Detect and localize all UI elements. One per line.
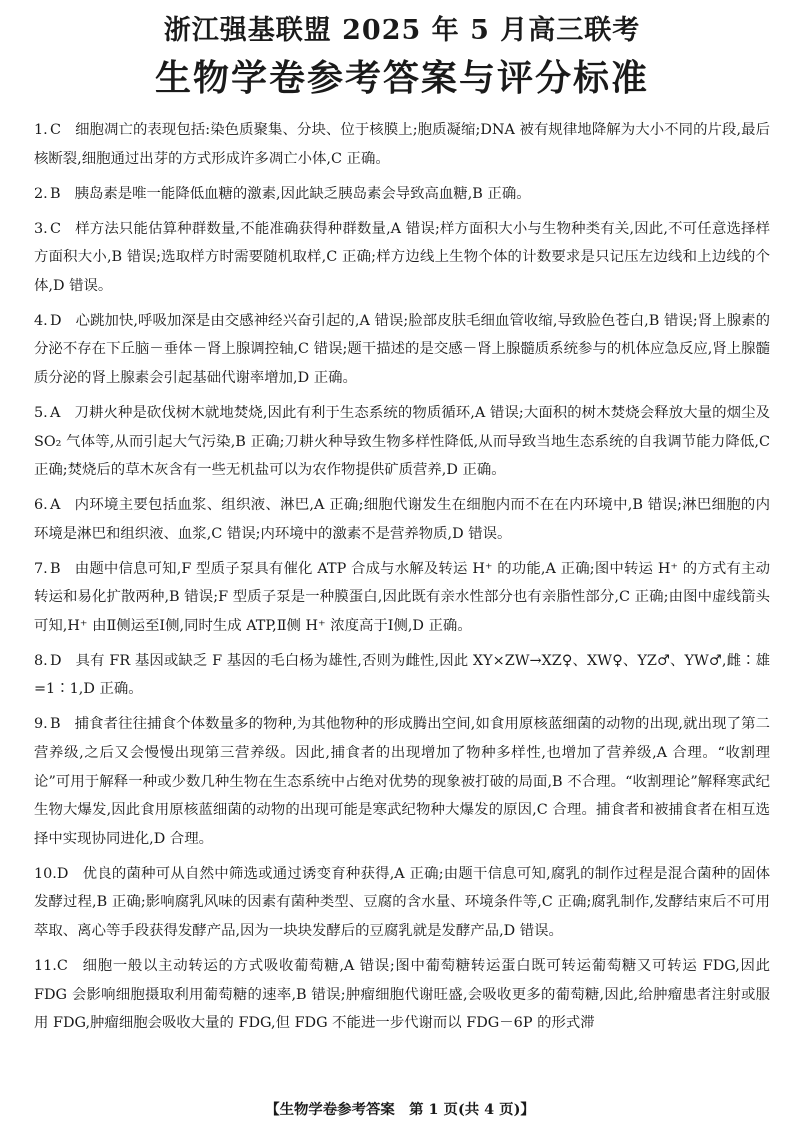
answer-item <box>34 647 770 704</box>
answer-option: B <box>50 716 61 733</box>
answer-item <box>34 307 770 393</box>
answer-item <box>34 180 770 209</box>
question-number: 1. <box>34 122 48 138</box>
answer-item <box>34 710 770 853</box>
answer-item <box>34 116 770 173</box>
answer-explanation: 内环境主要包括血浆、组织液、淋巴,A 正确;细胞代谢发生在细胞内而不在在内环境中,B 错误;淋巴细胞的内环境是淋巴和组织液、血浆,C 错误;内环境中的激素不是营养物质,D 错误。 <box>34 497 770 542</box>
answer-explanation: 心跳加快,呼吸加深是由交感神经兴奋引起的,A 错误;脸部皮肤毛细血管收缩,导致脸色苍白,B 错误;肾上腺素的分泌不存在下丘脑－垂体－肾上腺调控轴,C 错误;题干描述的是交感－肾上腺髓质系统参与的机体应急反应,肾上腺髓质分泌的肾上腺素会引起基础代谢率增加,D 正确。 <box>34 312 770 386</box>
exam-title: 浙江强基联盟 2025 年 5 月高三联考 <box>163 15 641 46</box>
answer-explanation: 捕食者往往捕食个体数量多的物种,为其他物种的形成腾出空间,如食用原核蓝细菌的动物的出现,就出现了第二营养级,之后又会慢慢出现第三营养级。因此,捕食者的出现增加了物种多样性,也增加了营养级,A 合理。“收割理论”可用于解释一种或少数几种生物在生态系统中占绝对优势的现象被打破的局面,B 不合理。“收割理论”解释寒武纪生物大爆发,因此食用原核蓝细菌的动物的出现可能是寒武纪物种大爆发的原因,C 合理。捕食者和被捕食者在相互选择中实现协同进化,D 合理。 <box>34 716 770 847</box>
question-number: 3. <box>34 220 48 237</box>
answer-item <box>34 215 770 301</box>
question-number: 9. <box>34 716 48 733</box>
answer-option: D <box>56 865 69 882</box>
answer-explanation: 由题中信息可知,F 型质子泵具有催化 ATP 合成与水解及转运 H⁺ 的功能,A 正确;图中转运 H⁺ 的方式有主动转运和易化扩散两种,B 错误;F 型质子泵是一种膜蛋白,因此既有亲水性部分也有亲脂性部分,C 正确;由图中虚线箭头可知,H⁺ 由Ⅱ侧运至Ⅰ侧,同时生成 ATP,Ⅱ侧 H⁺ 浓度高于Ⅰ侧,D 正确。 <box>34 560 770 634</box>
answer-option: B <box>50 560 61 577</box>
answer-option: C <box>56 957 68 974</box>
answer-explanation: 细胞一般以主动转运的方式吸收葡萄糖,A 错误;图中葡萄糖转运蛋白既可转运葡萄糖又可转运 FDG,因此 FDG 会影响细胞摄取利用葡萄糖的速率,B 错误;肿瘤细胞代谢旺盛,会吸收更多的葡萄糖,因此,给肿瘤患者注射或服用 FDG,肿瘤细胞会吸收大量的 FDG,但 FDG 不能进一步代谢而以 FDG－6P 的形式滞 <box>34 957 770 1032</box>
question-number: 6. <box>34 497 48 514</box>
answer-option: B <box>50 185 61 202</box>
answer-item <box>34 952 770 1038</box>
answer-explanation: 细胞凋亡的表现包括:染色质聚集、分块、位于核膜上;胞质凝缩;DNA 被有规律地降解为大小不同的片段,最后核断裂,细胞通过出芽的方式形成许多凋亡小体,C 正确。 <box>34 122 770 167</box>
answer-explanation: 具有 FR 基因或缺乏 F 基因的毛白杨为雄性,否则为雌性,因此 XY×ZW→XZ♀、XW♀、YZ♂、YW♂,雌∶雄=1∶1,D 正确。 <box>34 652 770 698</box>
answer-item <box>34 399 770 485</box>
answer-option: D <box>50 312 62 329</box>
answer-item <box>34 555 770 641</box>
answer-item <box>34 860 770 946</box>
question-number: 11. <box>34 957 57 974</box>
answer-option: A <box>50 497 61 514</box>
answer-explanation: 刀耕火种是砍伐树木就地焚烧,因此有利于生态系统的物质循环,A 错误;大面积的树木焚烧会释放大量的烟尘及 SO₂ 气体等,从而引起大气污染,B 正确;刀耕火种导致生物多样性降低,从而导致当地生态系统的自我调节能力降低,C 正确;焚烧后的草木灰含有一些无机盐可以为农作物提供矿质营养,D 正确。 <box>34 404 770 479</box>
question-number: 5. <box>34 404 48 421</box>
answer-option: C <box>50 122 62 138</box>
answer-option: A <box>50 404 61 421</box>
answer-list <box>34 116 770 1038</box>
question-number: 4. <box>34 312 48 329</box>
question-number: 7. <box>34 560 48 577</box>
page-footer: 【生物学卷参考答案 第 1 页(共 4 页)】 <box>265 1101 535 1118</box>
question-number: 8. <box>34 652 48 669</box>
answer-option: D <box>50 652 62 669</box>
answer-explanation: 优良的菌种可从自然中筛选或通过诱变育种获得,A 正确;由题干信息可知,腐乳的制作过程是混合菌种的固体发酵过程,B 正确;影响腐乳风味的因素有菌种类型、豆腐的含水量、环境条件等,C 正确;腐乳制作,发酵结束后不可用萃取、离心等手段获得发酵产品,因为一块块发酵后的豆腐乳就是发酵产品,D 错误。 <box>34 865 770 939</box>
answer-explanation: 胰岛素是唯一能降低血糖的激素,因此缺乏胰岛素会导致高血糖,B 正确。 <box>74 185 531 202</box>
answer-explanation: 样方法只能估算种群数量,不能准确获得种群数量,A 错误;样方面积大小与生物种类有关,因此,不可任意选择样方面积大小,B 错误;选取样方时需要随机取样,C 正确;样方边线上生物个体的计数要求是只记压左边线和上边线的个体,D 错误。 <box>34 220 770 294</box>
document-title: 生物学卷参考答案与评分标准 <box>154 57 649 99</box>
answer-item <box>34 491 770 548</box>
answer-option: C <box>50 220 62 237</box>
question-number: 10. <box>34 865 57 882</box>
question-number: 2. <box>34 185 48 202</box>
